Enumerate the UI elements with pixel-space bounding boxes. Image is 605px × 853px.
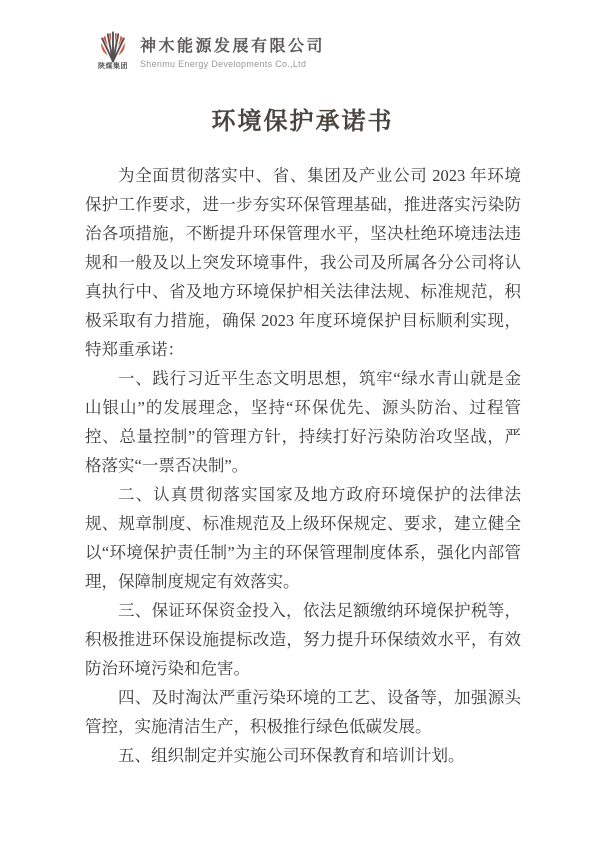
paragraph-item-2: 二、认真贯彻落实国家及地方政府环境保护的法律法规、规章制度、标准规范及上级环保规定、要求，建立健全以“环境保护责任制”为主的环保管理制度体系，强化内部管理，保障制度规定有效落实。 <box>85 485 521 591</box>
logo-caption: 陕煤集团 <box>98 62 128 70</box>
company-name-cn: 神木能源发展有限公司 <box>140 38 326 55</box>
paragraph-intro: 为全面贯彻落实中、省、集团及产业公司 2023 年环境保护工作要求，进一步夯实环保管理基础，推进落实污染防治各项措施，不断提升环保管理水平，坚决杜绝环境违法违规和一般及以上突发环境事件，我公司及所属各分公司将认真执行中、省及地方环境保护相关法律法规、标准规范，积极采取有力措施，确保 2023 年度环境保护目标顺利实现，特郑重承诺： <box>85 166 521 359</box>
paragraph-item-3: 三、保证环保资金投入，依法足额缴纳环境保护税等，积极推进环保设施提标改造，努力提升环保绩效水平，有效防治环境污染和危害。 <box>85 601 521 678</box>
paragraph-item-5: 五、组织制定并实施公司环保教育和培训计划。 <box>118 746 465 765</box>
document-title: 环境保护承诺书 <box>211 109 394 135</box>
company-names <box>140 30 325 70</box>
paragraph-item-1: 一、践行习近平生态文明思想，筑牢“绿水青山就是金山银山”的发展理念，坚持“环保优先、源头防治、过程管控、总量控制”的管理方针，持续打好污染防治攻坚战，严格落实“一票否决制”。 <box>85 369 521 475</box>
company-name-en: Shenmu Energy Developments Co.,Ltd <box>140 59 307 69</box>
paragraph-item-4: 四、及时淘汰严重污染环境的工艺、设备等，加强源头管控，实施清洁生产，积极推行绿色低碳发展。 <box>85 688 521 736</box>
document-body <box>85 161 521 770</box>
company-logo <box>93 30 133 74</box>
flame-fan-logo-icon <box>94 30 132 66</box>
company-logo-block <box>93 30 325 74</box>
